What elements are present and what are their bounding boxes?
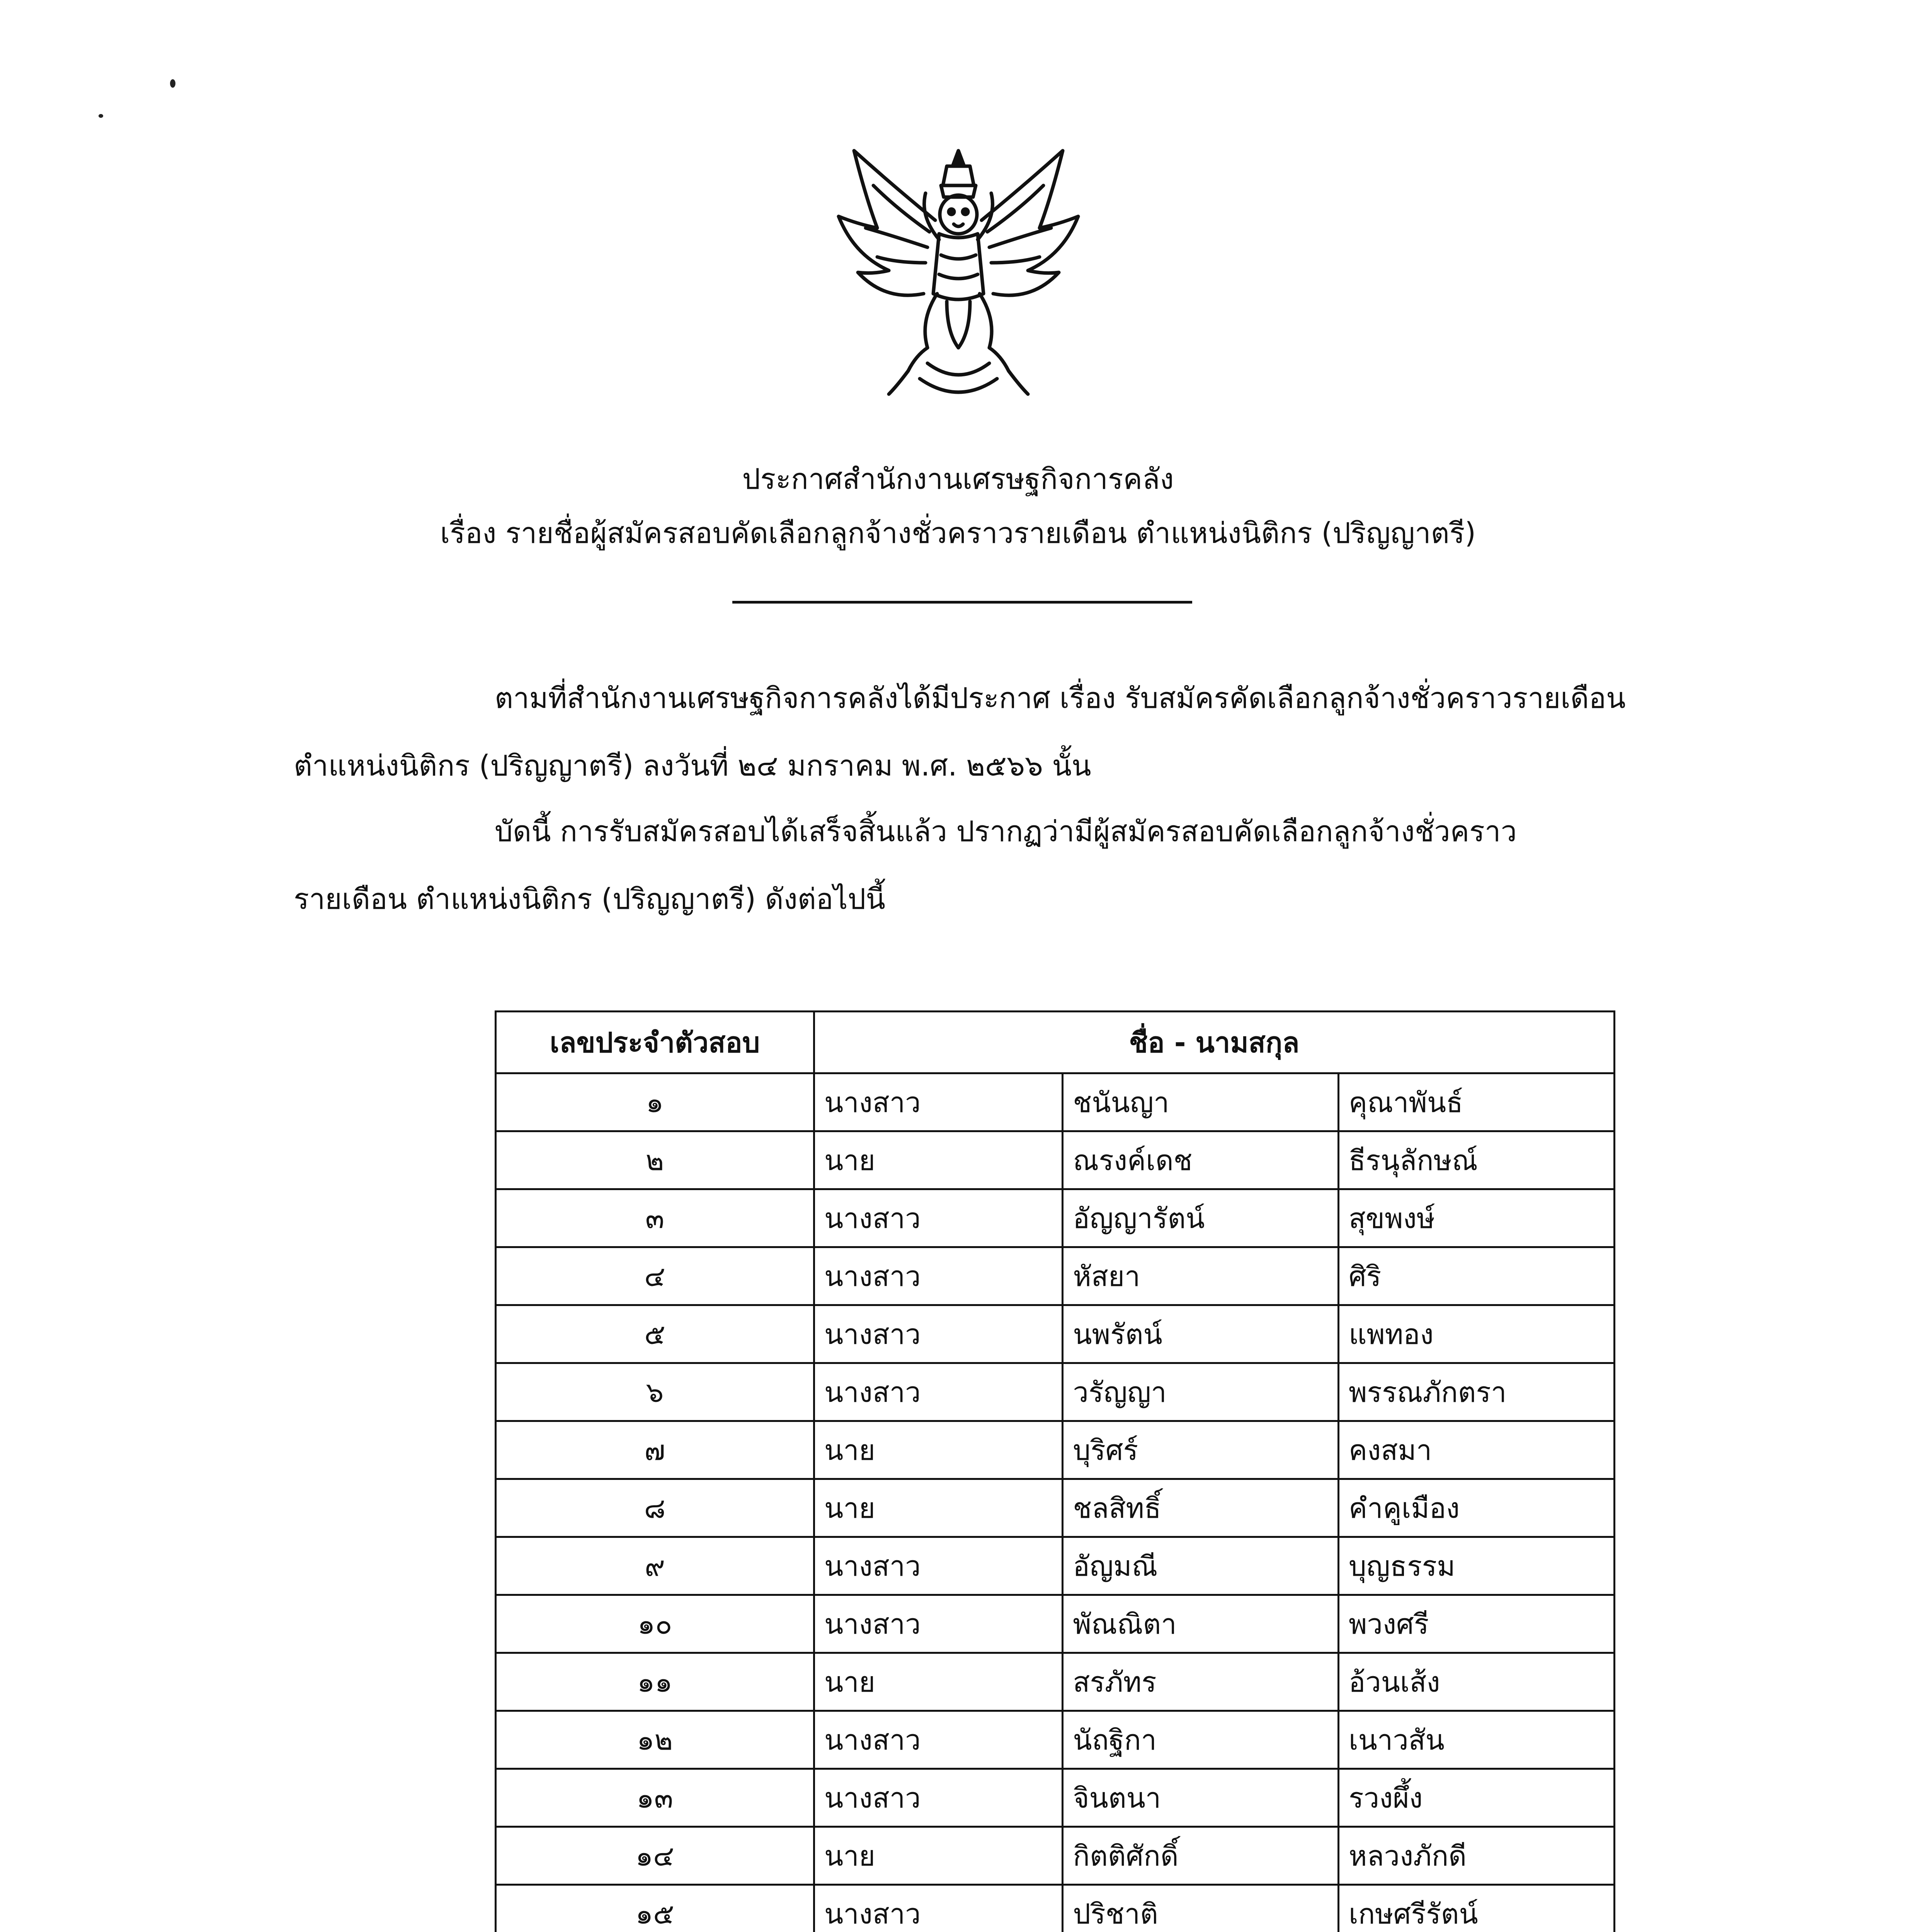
last-name-cell: อ้วนเส้ง — [1338, 1653, 1614, 1711]
last-name-cell: พรรณภักตรา — [1338, 1363, 1614, 1421]
exam-number-cell: ๑๔ — [496, 1827, 814, 1885]
last-name-cell: สุขพงษ์ — [1338, 1189, 1614, 1247]
name-prefix-cell: นางสาว — [814, 1537, 1062, 1595]
name-prefix-cell: นางสาว — [814, 1595, 1062, 1653]
exam-number-cell: ๙ — [496, 1537, 814, 1595]
body-paragraph-2 — [294, 798, 1754, 933]
table-row — [496, 1131, 1615, 1189]
table-row — [496, 1421, 1615, 1479]
last-name-cell: ธีรนุลักษณ์ — [1338, 1131, 1614, 1189]
last-name-cell: เกษศรีรัตน์ — [1338, 1885, 1614, 1932]
last-name-cell: หลวงภักดี — [1338, 1827, 1614, 1885]
table-row — [496, 1537, 1615, 1595]
announcement-subject: เรื่อง รายชื่อผู้สมัครสอบคัดเลือกลูกจ้างชั่วคราวรายเดือน ตำแหน่งนิติกร (ปริญญาตรี) — [440, 517, 1476, 550]
table-row — [496, 1479, 1615, 1537]
name-prefix-cell: นางสาว — [814, 1885, 1062, 1932]
scan-speck — [99, 114, 103, 118]
first-name-cell: ชนันญา — [1063, 1073, 1339, 1131]
table-row — [496, 1247, 1615, 1305]
applicant-table-body — [496, 1073, 1615, 1932]
exam-number-cell: ๖ — [496, 1363, 814, 1421]
last-name-cell: ศิริ — [1338, 1247, 1614, 1305]
exam-number-cell: ๑๐ — [496, 1595, 814, 1653]
exam-number-cell: ๗ — [496, 1421, 814, 1479]
table-row — [496, 1595, 1615, 1653]
exam-number-cell: ๑ — [496, 1073, 814, 1131]
announcement-header — [0, 452, 1916, 560]
name-prefix-cell: นาย — [814, 1131, 1062, 1189]
exam-number-cell: ๑๑ — [496, 1653, 814, 1711]
last-name-cell: แพทอง — [1338, 1305, 1614, 1363]
first-name-cell: ชลสิทธิ์ — [1063, 1479, 1339, 1537]
body-paragraph-1 — [294, 665, 1754, 800]
name-prefix-cell: นางสาว — [814, 1189, 1062, 1247]
table-row — [496, 1363, 1615, 1421]
name-prefix-cell: นางสาว — [814, 1247, 1062, 1305]
scan-speck — [170, 79, 175, 88]
table-row — [496, 1653, 1615, 1711]
table-row — [496, 1827, 1615, 1885]
last-name-cell: บุญธรรม — [1338, 1537, 1614, 1595]
name-prefix-cell: นาย — [814, 1653, 1062, 1711]
table-row — [496, 1769, 1615, 1827]
exam-number-cell: ๘ — [496, 1479, 814, 1537]
title-divider — [732, 601, 1192, 604]
last-name-cell: คงสมา — [1338, 1421, 1614, 1479]
first-name-cell: สรภัทร — [1063, 1653, 1339, 1711]
body-paragraph-1-line-1: ตามที่สำนักงานเศรษฐกิจการคลังได้มีประกาศ เรื่อง รับสมัครคัดเลือกลูกจ้างชั่วคราวรายเดือน — [495, 682, 1626, 715]
first-name-cell: อัญญารัตน์ — [1063, 1189, 1339, 1247]
first-name-cell: กิตติศักดิ์ — [1063, 1827, 1339, 1885]
header-exam-number: เลขประจำตัวสอบ — [496, 1012, 814, 1073]
first-name-cell: จินตนา — [1063, 1769, 1339, 1827]
table-row — [496, 1711, 1615, 1769]
last-name-cell: คำคูเมือง — [1338, 1479, 1614, 1537]
name-prefix-cell: นาย — [814, 1421, 1062, 1479]
exam-number-cell: ๔ — [496, 1247, 814, 1305]
first-name-cell: นพรัตน์ — [1063, 1305, 1339, 1363]
first-name-cell: พัณณิตา — [1063, 1595, 1339, 1653]
exam-number-cell: ๑๒ — [496, 1711, 814, 1769]
garuda-emblem-icon — [831, 139, 1086, 402]
name-prefix-cell: นางสาว — [814, 1769, 1062, 1827]
exam-number-cell: ๑๓ — [496, 1769, 814, 1827]
table-row — [496, 1073, 1615, 1131]
applicant-table — [495, 1010, 1615, 1932]
last-name-cell: พวงศรี — [1338, 1595, 1614, 1653]
exam-number-cell: ๒ — [496, 1131, 814, 1189]
body-paragraph-2-line-1: บัดนี้ การรับสมัครสอบได้เสร็จสิ้นแล้ว ปรากฏว่ามีผู้สมัครสอบคัดเลือกลูกจ้างชั่วคราว — [495, 815, 1517, 848]
name-prefix-cell: นางสาว — [814, 1711, 1062, 1769]
body-paragraph-1-line-2: ตำแหน่งนิติกร (ปริญญาตรี) ลงวันที่ ๒๔ มกราคม พ.ศ. ๒๕๖๖ นั้น — [294, 749, 1091, 782]
name-prefix-cell: นาย — [814, 1827, 1062, 1885]
announcement-title: ประกาศสำนักงานเศรษฐกิจการคลัง — [742, 463, 1174, 496]
first-name-cell: ปริชาติ — [1063, 1885, 1339, 1932]
table-row — [496, 1189, 1615, 1247]
first-name-cell: บุริศร์ — [1063, 1421, 1339, 1479]
exam-number-cell: ๑๕ — [496, 1885, 814, 1932]
exam-number-cell: ๕ — [496, 1305, 814, 1363]
name-prefix-cell: นาย — [814, 1479, 1062, 1537]
last-name-cell: รวงผึ้ง — [1338, 1769, 1614, 1827]
table-header-row — [496, 1012, 1615, 1073]
first-name-cell: วรัญญา — [1063, 1363, 1339, 1421]
last-name-cell: คุณาพันธ์ — [1338, 1073, 1614, 1131]
exam-number-cell: ๓ — [496, 1189, 814, 1247]
name-prefix-cell: นางสาว — [814, 1305, 1062, 1363]
name-prefix-cell: นางสาว — [814, 1073, 1062, 1131]
first-name-cell: หัสยา — [1063, 1247, 1339, 1305]
first-name-cell: อัญมณี — [1063, 1537, 1339, 1595]
first-name-cell: ณรงค์เดช — [1063, 1131, 1339, 1189]
table-row — [496, 1305, 1615, 1363]
body-paragraph-2-line-2: รายเดือน ตำแหน่งนิติกร (ปริญญาตรี) ดังต่อไปนี้ — [294, 883, 885, 916]
first-name-cell: นัถฐิกา — [1063, 1711, 1339, 1769]
table-row — [496, 1885, 1615, 1932]
header-full-name: ชื่อ - นามสกุล — [814, 1012, 1614, 1073]
last-name-cell: เนาวสัน — [1338, 1711, 1614, 1769]
name-prefix-cell: นางสาว — [814, 1363, 1062, 1421]
